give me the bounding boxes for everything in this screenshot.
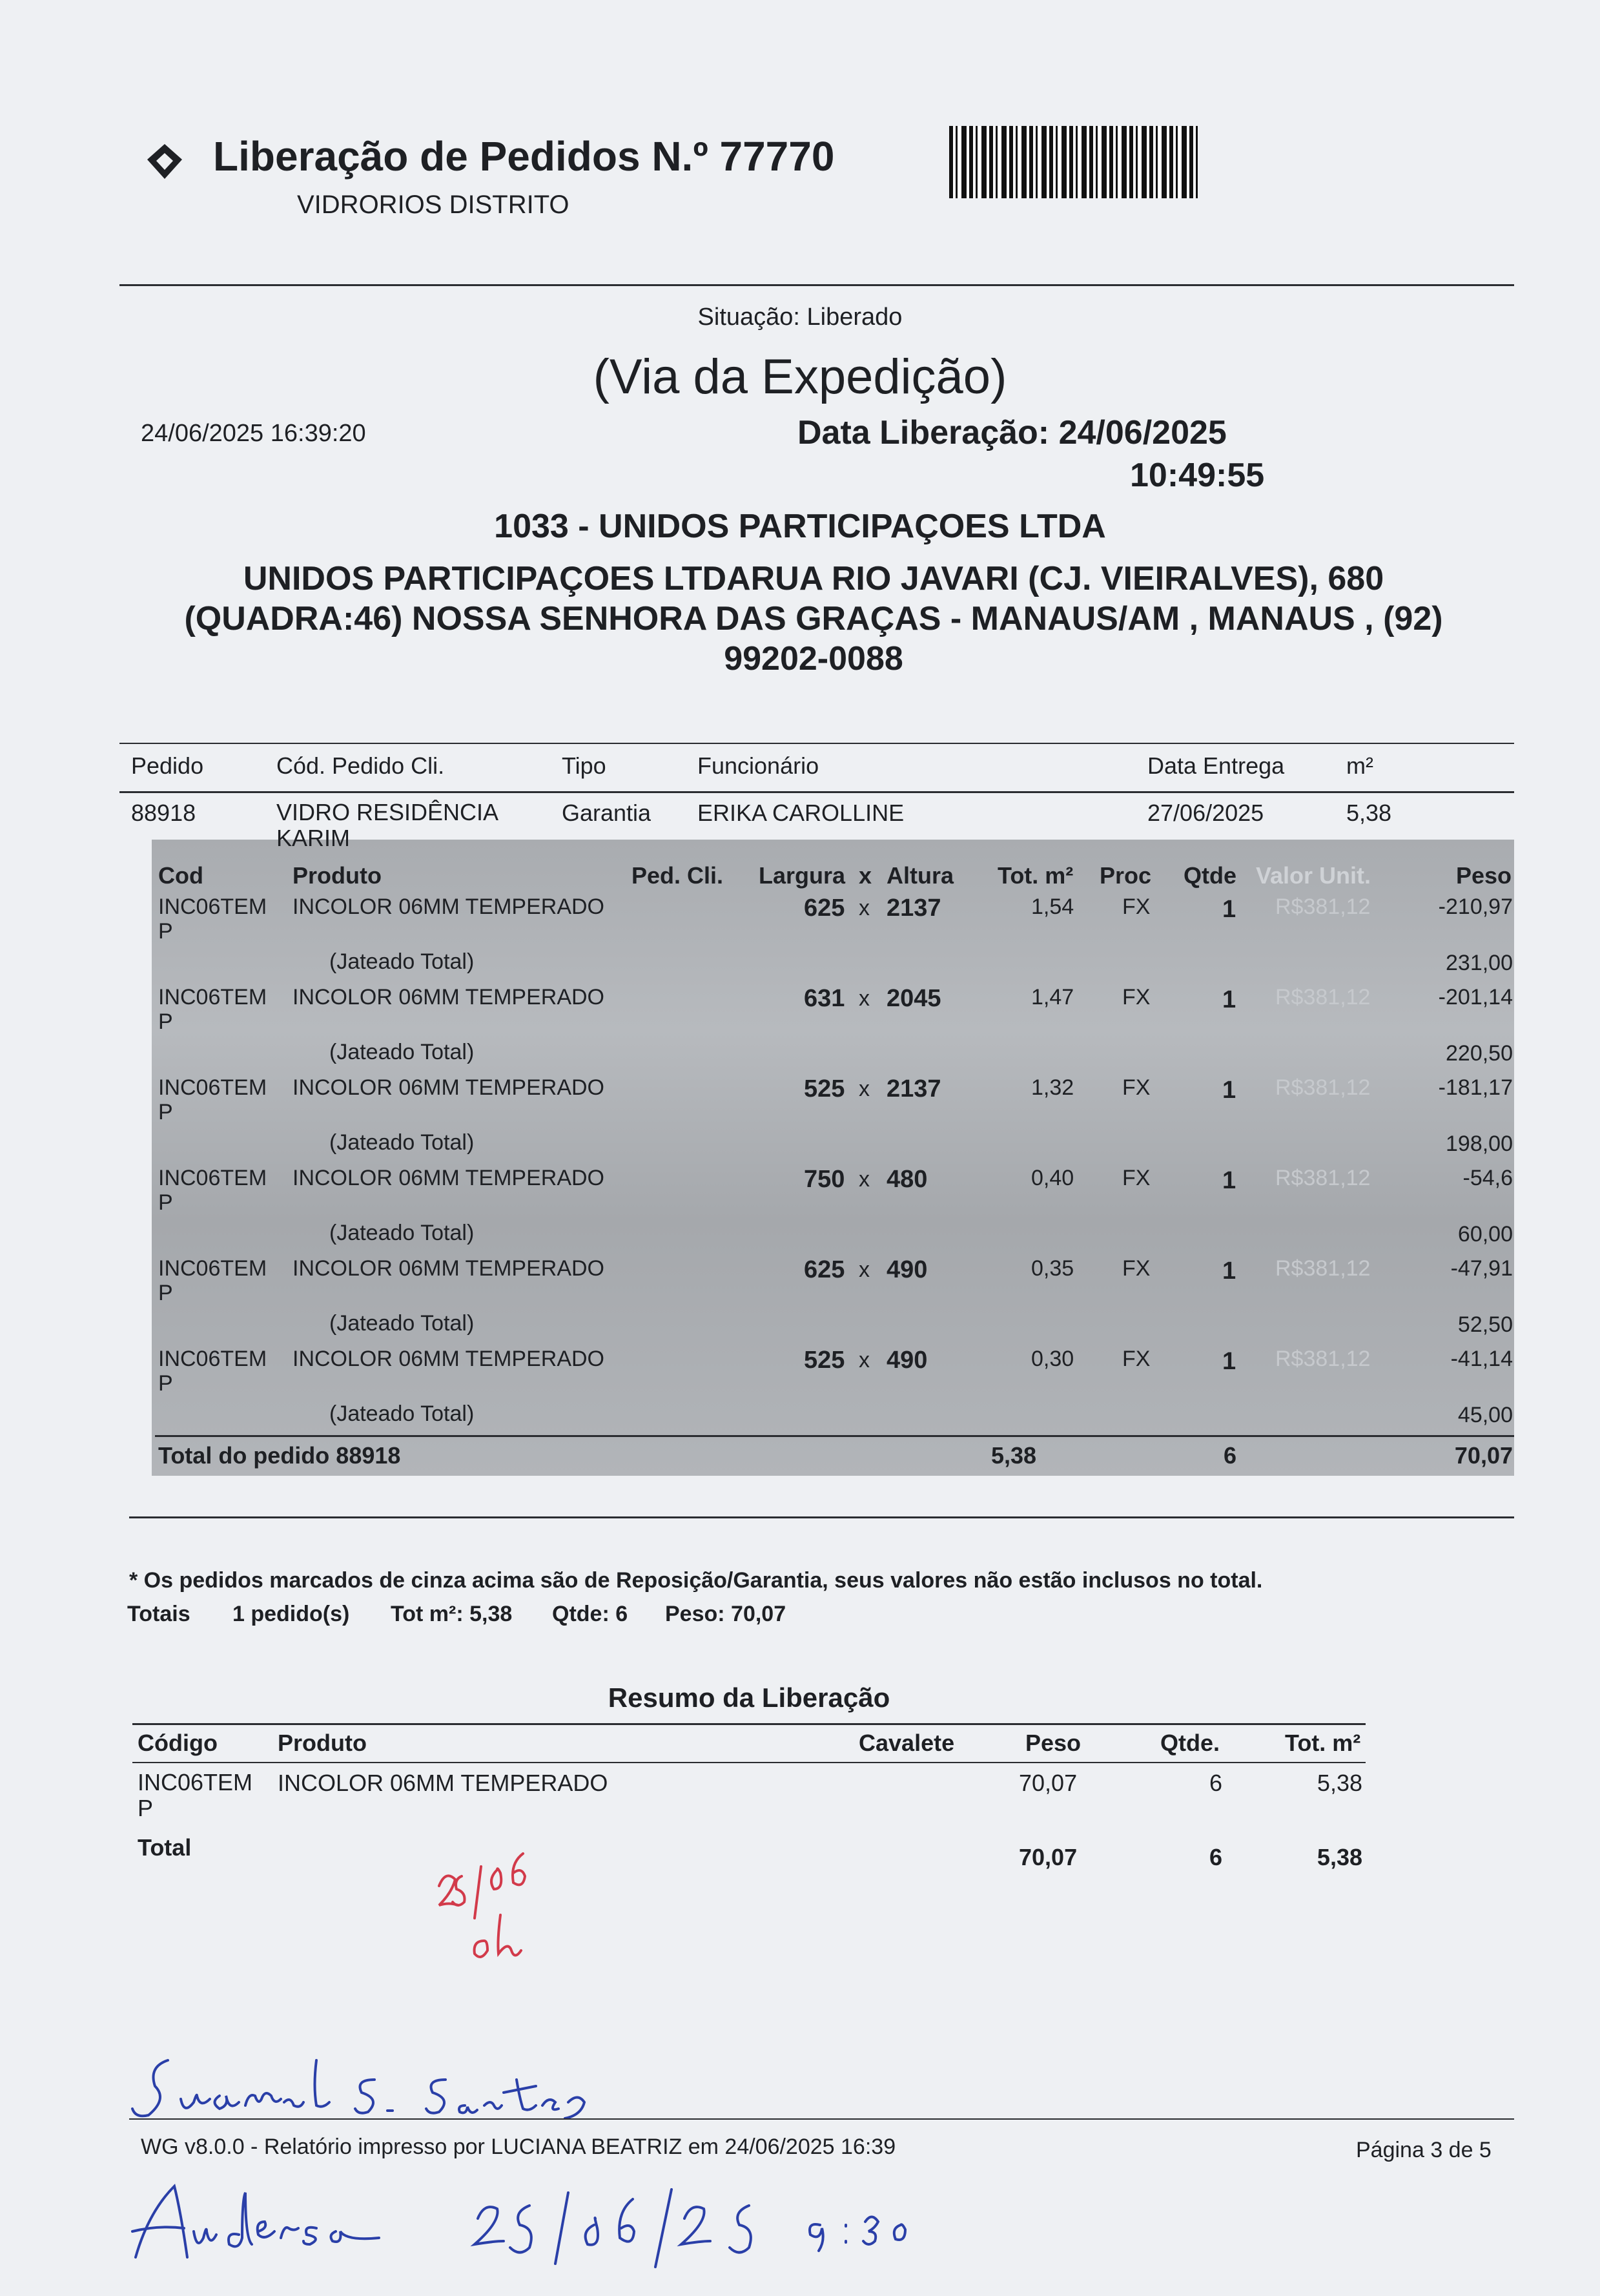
summary-col-qtde: Qtde. — [1160, 1730, 1220, 1756]
summary-col-codigo: Código — [138, 1730, 218, 1756]
item-largura: 525 — [804, 1347, 845, 1374]
item-x: x — [859, 986, 870, 1011]
item-largura: 750 — [804, 1166, 845, 1193]
item-sub-label: (Jateado Total) — [329, 1311, 475, 1336]
note-text: * Os pedidos marcados de cinza acima são de Reposição/Garantia, seus valores não estão inclusos no total. — [129, 1568, 1263, 1593]
summary-col-cavalete: Cavalete — [859, 1730, 955, 1756]
item-col-peso: Peso — [1456, 862, 1512, 889]
summary-top-divider — [132, 1723, 1366, 1725]
summary-total-label: Total — [138, 1834, 192, 1861]
item-valor-unit: R$381,12 — [1275, 1075, 1371, 1100]
item-col-largura: Largura — [759, 862, 846, 889]
totals-peso: Peso: 70,07 — [665, 1602, 786, 1626]
item-qtde: 1 — [1222, 1167, 1236, 1194]
totals-label: Totais — [127, 1602, 190, 1626]
item-largura: 631 — [804, 985, 845, 1012]
section-divider — [129, 1516, 1514, 1518]
gray-band — [152, 840, 1514, 1476]
item-cod-suffix: P — [158, 1281, 173, 1305]
item-valor-unit: R$381,12 — [1275, 1166, 1371, 1190]
footer-divider — [129, 2118, 1514, 2120]
col-cod-pedido-cli: Cód. Pedido Cli. — [276, 752, 445, 779]
item-col-produto: Produto — [292, 862, 382, 889]
item-col-tot-m2: Tot. m² — [998, 862, 1074, 889]
item-sub-peso: 220,50 — [1446, 1041, 1513, 1066]
summary-tot: 5,38 — [1317, 1770, 1362, 1796]
cod-cli-line: VIDRO RESIDÊNCIA — [276, 799, 499, 825]
item-peso: -181,17 — [1438, 1075, 1513, 1100]
order-header-divider — [119, 791, 1514, 793]
order-total-divider — [155, 1435, 1514, 1437]
item-produto: INCOLOR 06MM TEMPERADO — [292, 985, 605, 1009]
item-proc: FX — [1122, 1256, 1151, 1281]
summary-title: Resumo da Liberação — [608, 1682, 890, 1713]
item-cod: INC06TEM — [158, 895, 267, 919]
signature-2-date — [103, 2167, 975, 2296]
item-produto: INCOLOR 06MM TEMPERADO — [292, 1347, 605, 1371]
item-sub-label: (Jateado Total) — [329, 1040, 475, 1064]
item-x: x — [859, 1348, 870, 1372]
item-sub-peso: 231,00 — [1446, 951, 1513, 975]
totals-pedidos: 1 pedido(s) — [232, 1602, 350, 1626]
item-tot-m2: 0,35 — [1031, 1256, 1074, 1281]
item-col-altura: Altura — [887, 862, 954, 889]
via-title: (Via da Expedição) — [593, 349, 1007, 404]
order-top-divider — [119, 743, 1514, 744]
header-divider — [119, 284, 1514, 286]
item-cod-suffix: P — [158, 1009, 173, 1034]
item-x: x — [859, 896, 870, 920]
order-total-label: Total do pedido 88918 — [158, 1442, 401, 1469]
item-largura: 525 — [804, 1075, 845, 1102]
item-cod: INC06TEM — [158, 1075, 267, 1100]
order-cod-cli — [276, 800, 498, 851]
client-name: 1033 - UNIDOS PARTICIPAÇOES LTDA — [494, 508, 1106, 545]
summary-col-peso: Peso — [1025, 1730, 1082, 1756]
item-proc: FX — [1122, 895, 1151, 919]
item-sub-peso: 198,00 — [1446, 1132, 1513, 1156]
item-tot-m2: 0,40 — [1031, 1166, 1074, 1190]
col-m2: m² — [1346, 752, 1373, 779]
item-col-valor-unit: Valor Unit. — [1256, 862, 1371, 889]
item-x: x — [859, 1077, 870, 1101]
summary-codigo-line: INC06TEM — [138, 1769, 253, 1795]
client-address — [123, 559, 1504, 679]
item-sub-peso: 45,00 — [1457, 1403, 1513, 1427]
item-col-qtde: Qtde — [1184, 862, 1237, 889]
item-x: x — [859, 1167, 870, 1192]
order-m2: 5,38 — [1346, 800, 1392, 826]
item-qtde: 1 — [1222, 1257, 1236, 1285]
item-cod: INC06TEM — [158, 1166, 267, 1190]
item-peso: -201,14 — [1438, 985, 1513, 1009]
col-data-entrega: Data Entrega — [1147, 752, 1285, 779]
order-total-m2: 5,38 — [991, 1442, 1037, 1469]
item-proc: FX — [1122, 1075, 1151, 1100]
summary-header-divider — [132, 1762, 1366, 1763]
totals-qtde: Qtde: 6 — [552, 1602, 628, 1626]
item-altura: 490 — [887, 1256, 928, 1283]
item-cod-suffix: P — [158, 919, 173, 944]
summary-peso: 70,07 — [1019, 1770, 1078, 1796]
item-col-cod: Cod — [158, 862, 203, 889]
item-altura: 2137 — [887, 1075, 941, 1102]
item-col-x: x — [859, 862, 872, 889]
item-proc: FX — [1122, 1347, 1151, 1371]
order-tipo: Garantia — [562, 800, 651, 826]
status-text: Situação: Liberado — [697, 304, 903, 331]
item-qtde: 1 — [1222, 986, 1236, 1013]
item-peso: -41,14 — [1450, 1347, 1513, 1371]
summary-col-tot-m2: Tot. m² — [1285, 1730, 1361, 1756]
address-line: UNIDOS PARTICIPAÇOES LTDARUA RIO JAVARI (CJ. VIEIRALVES), 680 — [243, 560, 1384, 597]
item-sub-label: (Jateado Total) — [329, 1401, 475, 1426]
barcode-icon — [949, 126, 1198, 198]
item-cod: INC06TEM — [158, 985, 267, 1009]
summary-col-produto: Produto — [278, 1730, 367, 1756]
col-pedido: Pedido — [131, 752, 204, 779]
item-altura: 2137 — [887, 895, 941, 922]
summary-qtde: 6 — [1209, 1770, 1223, 1796]
order-funcionario: ERIKA CAROLLINE — [697, 800, 905, 826]
item-valor-unit: R$381,12 — [1275, 1347, 1371, 1371]
order-total-qtde: 6 — [1224, 1442, 1237, 1469]
item-peso: -210,97 — [1438, 895, 1513, 919]
item-cod: INC06TEM — [158, 1347, 267, 1371]
item-sub-label: (Jateado Total) — [329, 949, 475, 974]
order-total-peso: 70,07 — [1454, 1442, 1513, 1469]
item-produto: INCOLOR 06MM TEMPERADO — [292, 1166, 605, 1190]
item-produto: INCOLOR 06MM TEMPERADO — [292, 1256, 605, 1281]
summary-codigo-line: P — [138, 1795, 154, 1821]
logo-icon — [142, 139, 187, 184]
release-date: Data Liberação: 24/06/2025 — [797, 414, 1227, 451]
item-altura: 2045 — [887, 985, 941, 1012]
col-tipo: Tipo — [562, 752, 606, 779]
item-altura: 480 — [887, 1166, 928, 1193]
item-qtde: 1 — [1222, 896, 1236, 923]
item-cod-suffix: P — [158, 1190, 173, 1215]
item-cod: INC06TEM — [158, 1256, 267, 1281]
item-proc: FX — [1122, 985, 1151, 1009]
item-col-ped-cli: Ped. Cli. — [631, 862, 724, 889]
item-valor-unit: R$381,12 — [1275, 985, 1371, 1009]
summary-codigo — [138, 1770, 252, 1821]
address-line: 99202-0088 — [724, 640, 903, 677]
item-qtde: 1 — [1222, 1077, 1236, 1104]
item-valor-unit: R$381,12 — [1275, 1256, 1371, 1281]
company-name: VIDRORIOS DISTRITO — [297, 191, 569, 219]
item-largura: 625 — [804, 1256, 845, 1283]
item-peso: -47,91 — [1450, 1256, 1513, 1281]
item-col-proc: Proc — [1100, 862, 1152, 889]
item-sub-label: (Jateado Total) — [329, 1221, 475, 1245]
item-peso: -54,6 — [1462, 1166, 1513, 1190]
item-valor-unit: R$381,12 — [1275, 895, 1371, 919]
item-tot-m2: 1,47 — [1031, 985, 1074, 1009]
col-funcionario: Funcionário — [697, 752, 819, 779]
page-title: Liberação de Pedidos N.º 77770 — [213, 133, 835, 180]
red-handwritten-date — [426, 1831, 542, 1986]
footer-report: WG v8.0.0 - Relatório impresso por LUCIANA BEATRIZ em 24/06/2025 16:39 — [141, 2135, 896, 2159]
item-cod-suffix: P — [158, 1100, 173, 1124]
item-sub-label: (Jateado Total) — [329, 1130, 475, 1155]
item-sub-peso: 52,50 — [1457, 1312, 1513, 1337]
item-altura: 490 — [887, 1347, 928, 1374]
page-number: Página 3 de 5 — [1356, 2138, 1492, 2162]
cod-cli-line: KARIM — [276, 825, 351, 851]
item-sub-peso: 60,00 — [1457, 1222, 1513, 1246]
summary-total-qtde: 6 — [1209, 1844, 1223, 1870]
item-produto: INCOLOR 06MM TEMPERADO — [292, 895, 605, 919]
item-proc: FX — [1122, 1166, 1151, 1190]
release-time: 10:49:55 — [1130, 457, 1265, 494]
signature-1 — [129, 2041, 762, 2125]
item-tot-m2: 0,30 — [1031, 1347, 1074, 1371]
address-line: (QUADRA:46) NOSSA SENHORA DAS GRAÇAS - MANAUS/AM , MANAUS , (92) — [184, 600, 1443, 637]
item-largura: 625 — [804, 895, 845, 922]
item-produto: INCOLOR 06MM TEMPERADO — [292, 1075, 605, 1100]
item-tot-m2: 1,32 — [1031, 1075, 1074, 1100]
summary-total-peso: 70,07 — [1019, 1844, 1078, 1870]
totals-m2: Tot m²: 5,38 — [391, 1602, 513, 1626]
summary-total-tot: 5,38 — [1317, 1844, 1362, 1870]
summary-produto: INCOLOR 06MM TEMPERADO — [278, 1770, 608, 1796]
order-data-entrega: 27/06/2025 — [1147, 800, 1264, 826]
item-cod-suffix: P — [158, 1371, 173, 1396]
item-tot-m2: 1,54 — [1031, 895, 1074, 919]
order-pedido: 88918 — [131, 800, 196, 826]
item-qtde: 1 — [1222, 1348, 1236, 1375]
print-datetime: 24/06/2025 16:39:20 — [141, 420, 366, 447]
item-x: x — [859, 1257, 870, 1282]
